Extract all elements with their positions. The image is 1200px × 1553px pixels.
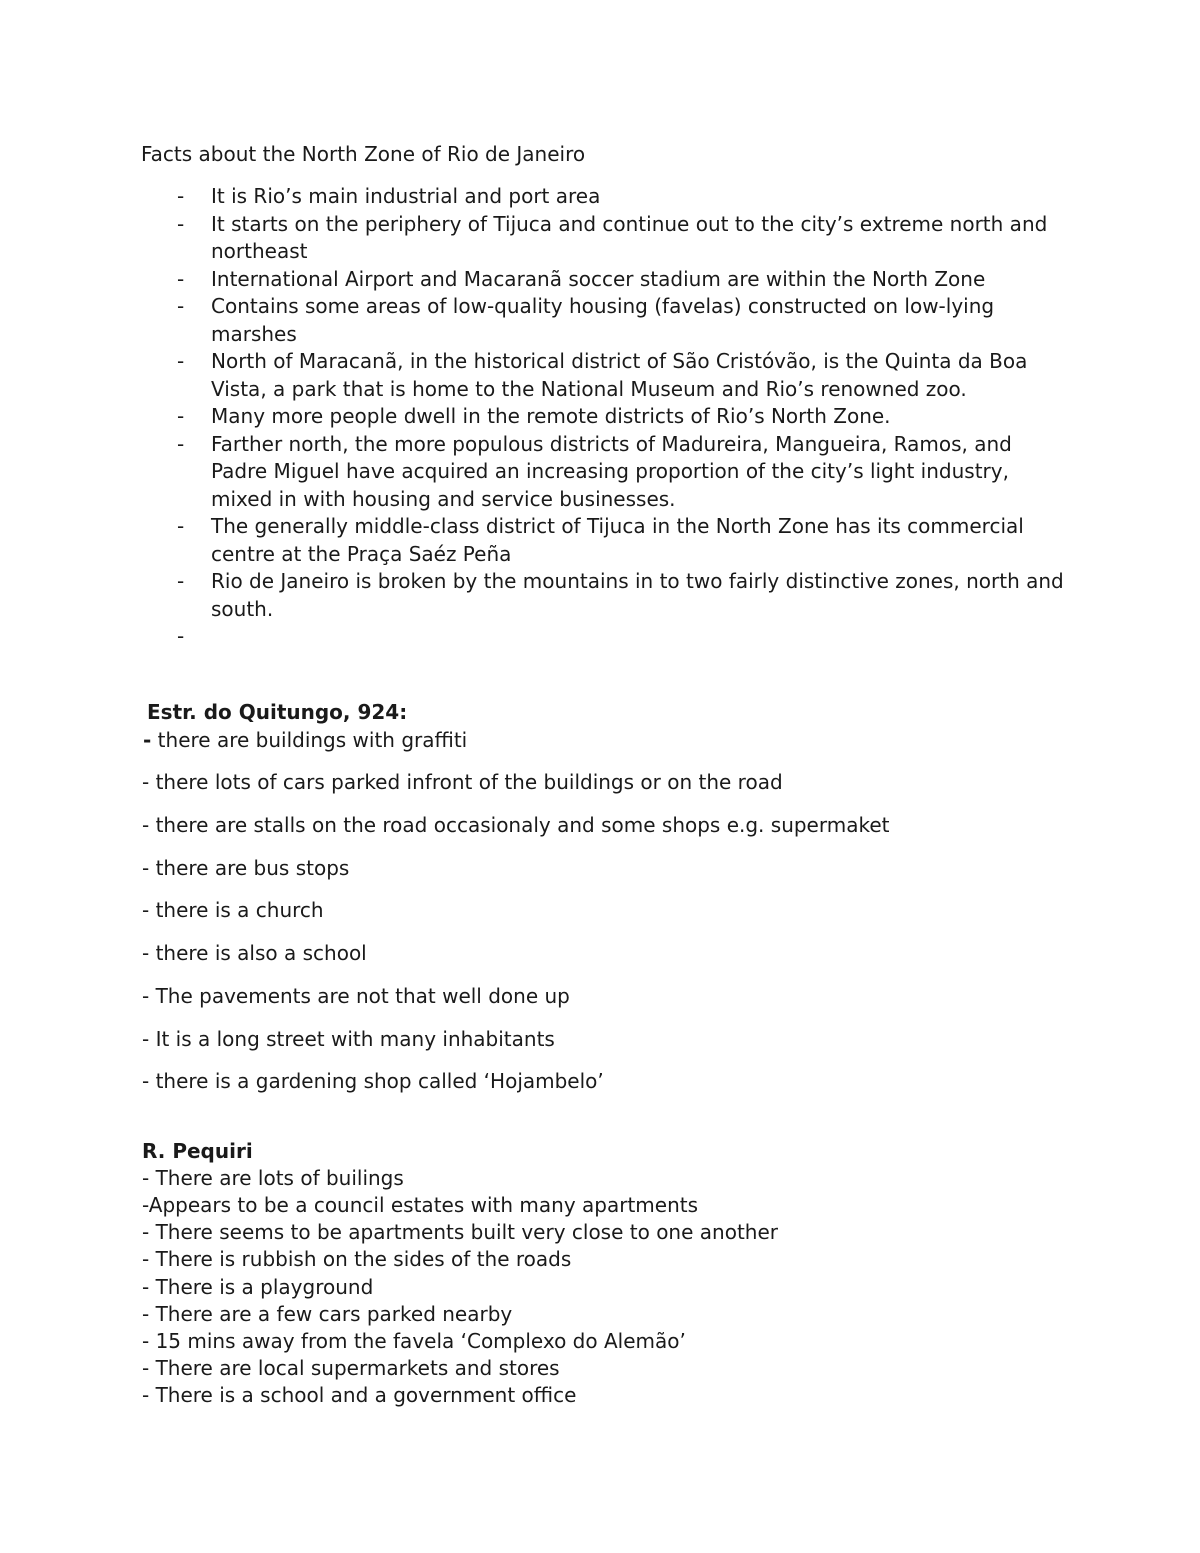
list-item: - The pavements are not that well done up	[142, 984, 570, 1008]
fact-item	[0, 403, 1071, 431]
list-dash: -	[177, 514, 185, 538]
list-dash: -	[177, 266, 185, 291]
fact-item-empty	[0, 623, 1071, 651]
fact-item	[0, 266, 1071, 294]
list-item: - There seems to be apartments built very close to one another	[142, 1220, 778, 1244]
list-item: - There is a school and a government office	[142, 1383, 577, 1407]
fact-item	[0, 293, 1071, 348]
list-dash: -	[143, 728, 152, 752]
fact-text: It is Rio’s main industrial and port area	[211, 184, 601, 208]
fact-item	[0, 431, 1071, 514]
list-dash: -	[177, 349, 185, 373]
list-item: - there is a gardening shop called ‘Hojambelo’	[142, 1069, 604, 1093]
list-dash: -	[177, 569, 185, 593]
facts-list	[0, 183, 1200, 651]
list-item: - 15 mins away from the favela ‘Complexo do Alemão’	[142, 1329, 686, 1353]
list-item: - there is also a school	[142, 941, 367, 965]
list-dash: -	[177, 624, 185, 648]
list-dash: -	[177, 211, 185, 236]
fact-item	[0, 568, 1071, 623]
fact-item	[0, 513, 1071, 568]
list-dash: -	[177, 184, 185, 208]
list-item-text: there are buildings with graffiti	[151, 728, 468, 752]
list-item	[143, 727, 467, 754]
fact-text: North of Maracanã, in the historical district of São Cristóvão, is the Quinta da Boa Vista, a park that is home to the National Museum and Rio’s renowned zoo.	[211, 349, 1028, 401]
document-title: Facts about the North Zone of Rio de Janeiro	[141, 142, 586, 166]
list-dash: -	[177, 431, 185, 456]
fact-text: The generally middle-class district of Tijuca in the North Zone has its commercial centre at the Praça Saéz Peña	[211, 514, 1024, 566]
fact-text: Many more people dwell in the remote districts of Rio’s North Zone.	[211, 404, 891, 428]
list-item: - there are stalls on the road occasionaly and some shops e.g. supermaket	[142, 813, 890, 837]
list-item: - there lots of cars parked infront of the buildings or on the road	[142, 770, 783, 794]
fact-text: Contains some areas of low-quality housing (favelas) constructed on low-lying marshes	[211, 294, 995, 346]
list-item: - There are lots of builings	[142, 1166, 404, 1190]
list-item: - there are bus stops	[142, 856, 350, 880]
fact-item	[0, 348, 1071, 403]
list-item: - There are a few cars parked nearby	[142, 1302, 513, 1326]
fact-item	[0, 211, 1071, 266]
fact-item	[0, 183, 1071, 211]
section-heading-quitungo: Estr. do Quitungo, 924:	[147, 700, 408, 724]
list-item: - It is a long street with many inhabitants	[142, 1027, 555, 1051]
section-heading-pequiri: R. Pequiri	[142, 1139, 253, 1163]
list-dash: -	[177, 404, 185, 428]
list-item: -Appears to be a council estates with many apartments	[142, 1193, 699, 1217]
list-item: - there is a church	[142, 898, 324, 922]
fact-text: International Airport and Macaranã soccer stadium are within the North Zone	[211, 266, 986, 291]
list-item: - There is rubbish on the sides of the roads	[142, 1247, 572, 1271]
fact-text: Rio de Janeiro is broken by the mountains in to two fairly distinctive zones, north and south.	[211, 569, 1064, 621]
list-item: - There are local supermarkets and stores	[142, 1356, 560, 1380]
fact-text: Farther north, the more populous districts of Madureira, Mangueira, Ramos, and Padre Miguel have acquired an increasing proportion of the city’s light industry, mixed in with housing and service businesses.	[211, 431, 1012, 511]
fact-text: It starts on the periphery of Tijuca and continue out to the city’s extreme north and northeast	[211, 211, 1048, 263]
list-item: - There is a playground	[142, 1275, 374, 1299]
list-dash: -	[177, 294, 185, 318]
